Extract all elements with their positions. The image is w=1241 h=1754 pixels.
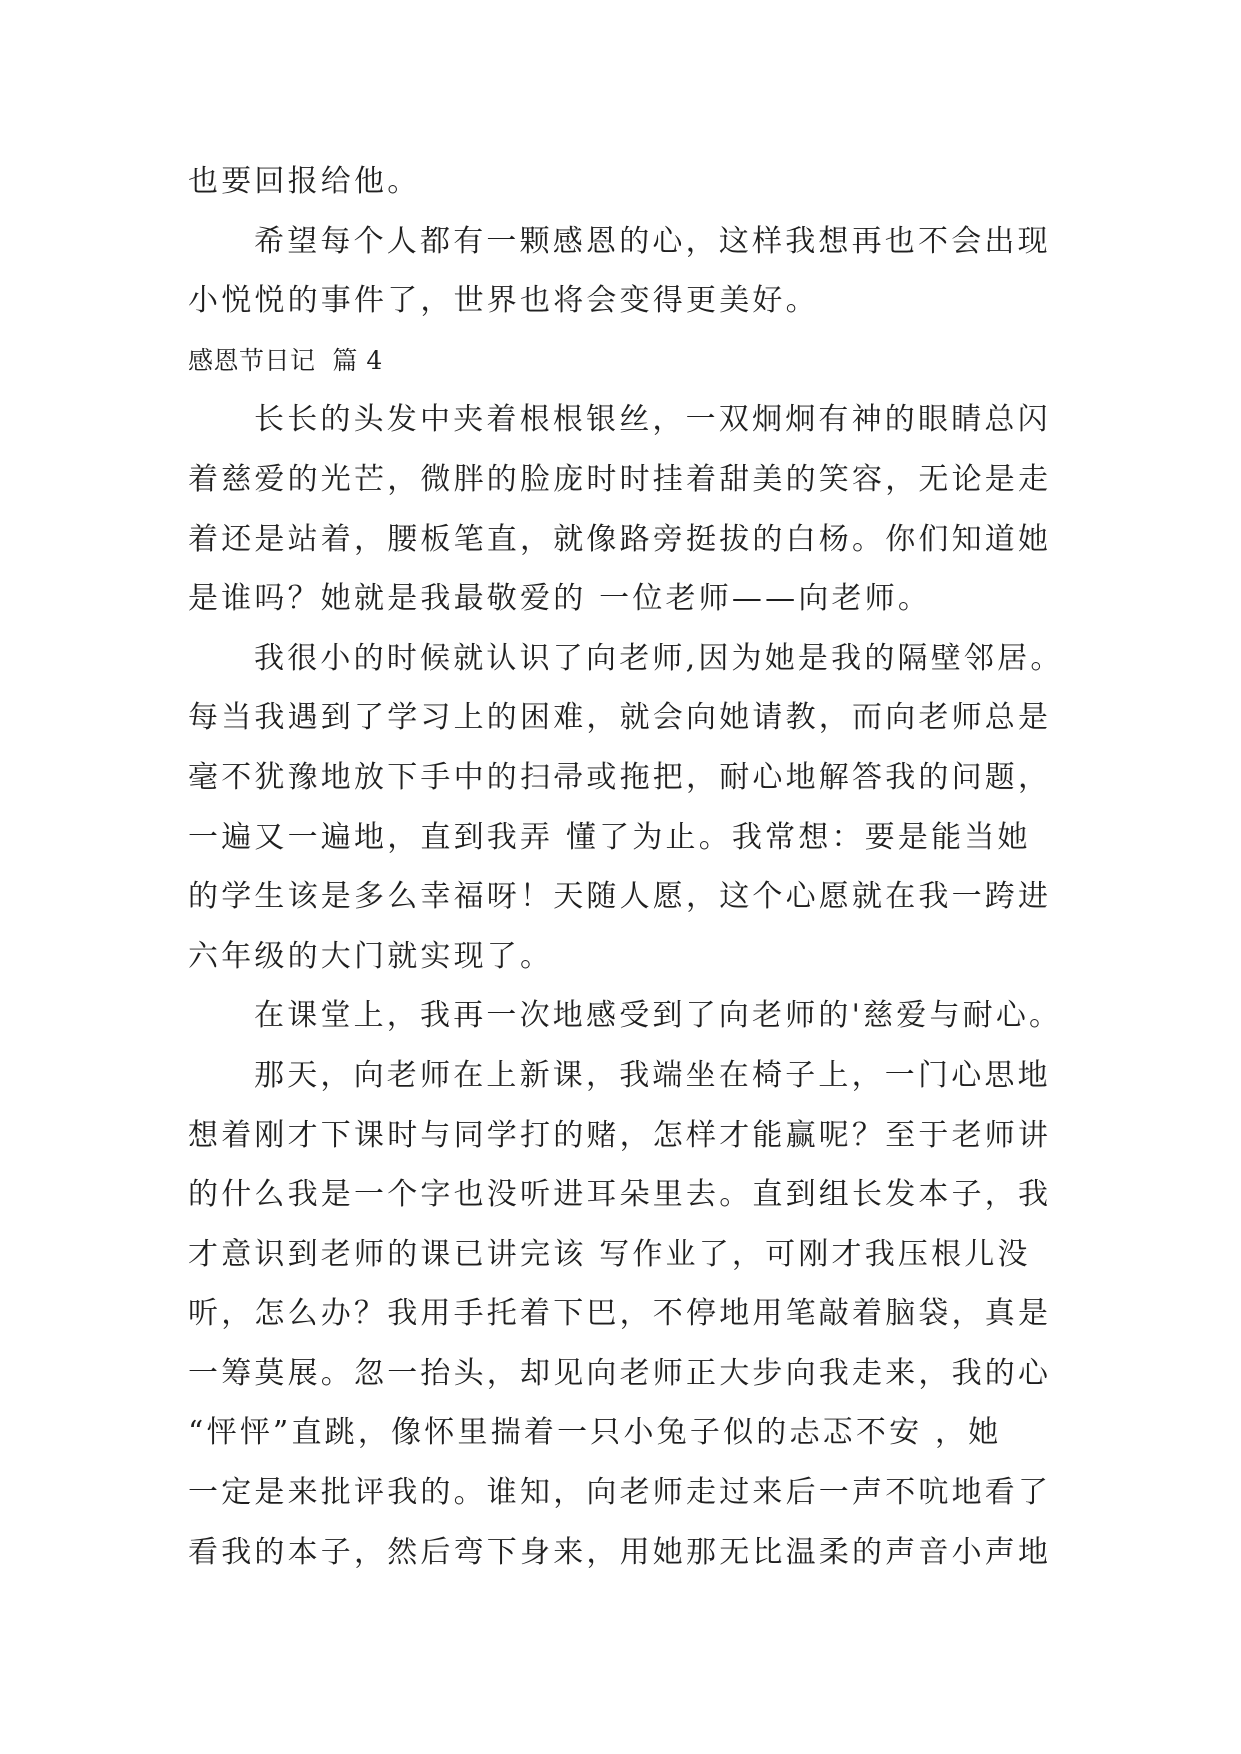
text-line: 那天，向老师在上新课，我端坐在椅子上，一门心思地 (254, 1057, 1051, 1093)
text-line: 一定是来批评我的。谁知，向老师走过来后一声不吭地看了 (188, 1475, 1052, 1511)
text-line: 在课堂上，我再一次地感受到了向老师的'慈爱与耐心。 (254, 998, 1063, 1034)
text-line: 是谁吗？她就是我最敬爱的 一位老师——向老师。 (188, 581, 932, 617)
text-line: 一筹莫展。忽一抬头，却见向老师正大步向我走来，我的心 (188, 1355, 1052, 1391)
paragraph (188, 986, 1088, 1046)
text-line: 希望每个人都有一颗感恩的心，这样我想再也不会出现 (254, 223, 1051, 259)
text-line: 的学生该是多么幸福呀！天随人愿，这个心愿就在我一跨进 (188, 879, 1052, 915)
text-line: 听，怎么办？我用手托着下巴，不停地用笔敲着脑袋，真是 (188, 1296, 1052, 1332)
text-line: “怦怦”直跳，像怀里揣着一只小兔子似的忐忑不安 ，她 (188, 1415, 1002, 1451)
section-heading: 感恩节日记 篇 4 (188, 345, 383, 375)
text-line: 看我的本子，然后弯下身来，用她那无比温柔的声音小声地 (188, 1534, 1052, 1570)
text-line: 毫不犹豫地放下手中的扫帚或拖把，耐心地解答我的问题， (188, 759, 1052, 795)
text-line: 长长的头发中夹着根根银丝，一双炯炯有神的眼睛总闪 (254, 402, 1051, 438)
text-line: 也要回报给他。 (188, 164, 421, 199)
text-line: 才意识到老师的课已讲完该 写作业了，可刚才我压根儿没 (188, 1236, 1031, 1272)
text-line: 着还是站着，腰板笔直，就像路旁挺拔的白杨。你们知道她 (188, 521, 1052, 557)
text-line: 六年级的大门就实现了。 (188, 938, 554, 974)
paragraph (188, 212, 1088, 331)
text-line: 我很小的时候就认识了向老师,因为她是我的隔壁邻居。 (254, 640, 1064, 676)
paragraph-continuation (188, 152, 1088, 212)
text-line: 着慈爱的光芒，微胖的脸庞时时挂着甜美的笑容，无论是走 (188, 461, 1052, 497)
text-line: 想着刚才下课时与同学打的赌，怎样才能赢呢？至于老师讲 (188, 1117, 1052, 1153)
paragraph (188, 390, 1088, 628)
paragraph (188, 629, 1088, 987)
paragraph (188, 1046, 1088, 1582)
text-line: 的什么我是一个字也没听进耳朵里去。直到组长发本子，我 (188, 1177, 1052, 1213)
body-text (188, 152, 1088, 1582)
text-line: 每当我遇到了学习上的困难，就会向她请教，而向老师总是 (188, 700, 1052, 736)
text-line: 一遍又一遍地，直到我弄 懂了为止。我常想：要是能当她 (188, 819, 1031, 855)
text-line: 小悦悦的事件了，世界也将会变得更美好。 (188, 283, 819, 319)
